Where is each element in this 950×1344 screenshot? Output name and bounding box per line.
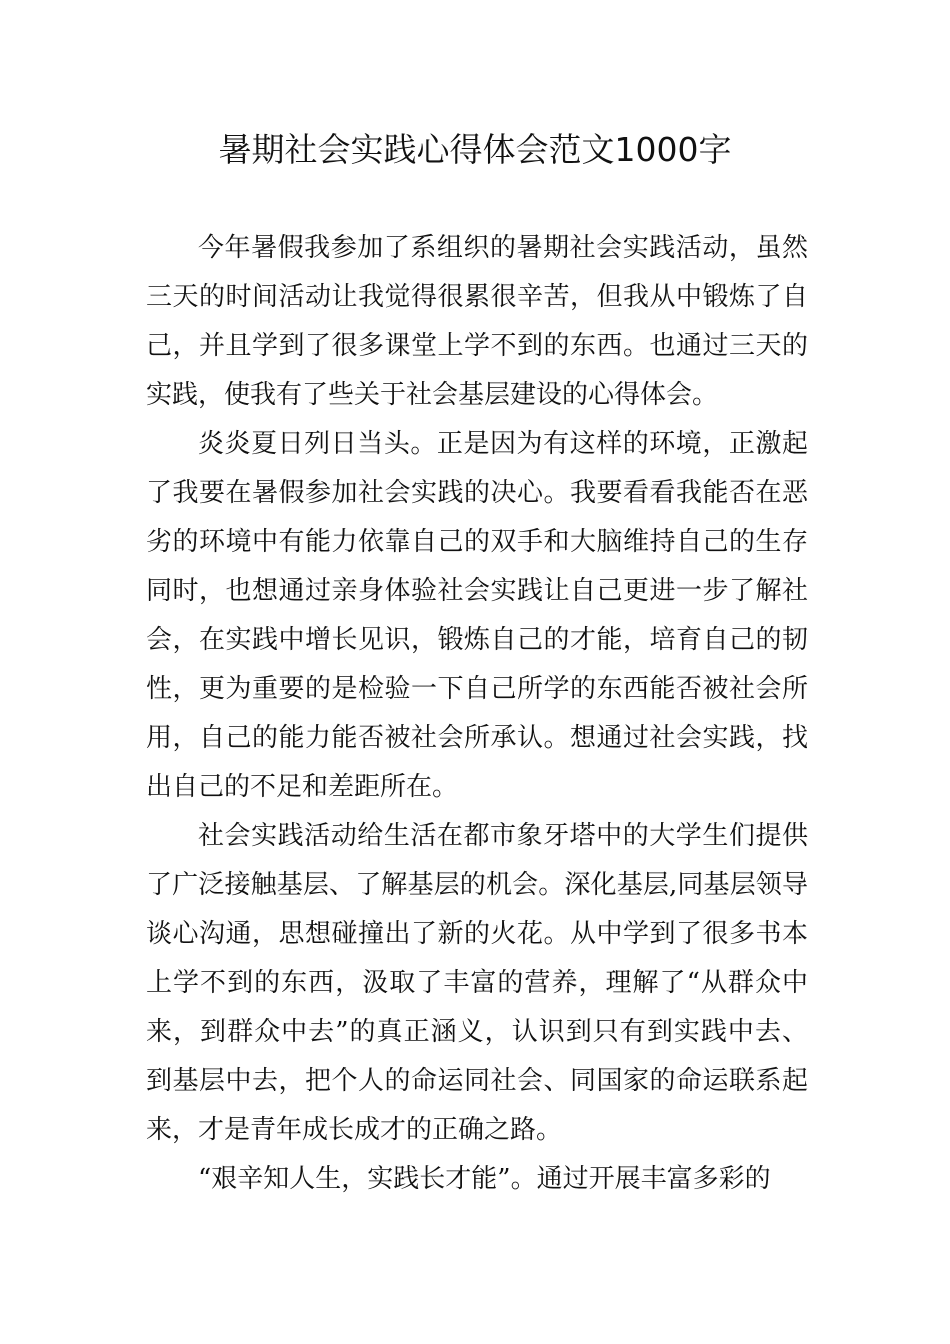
- document-body: [146, 224, 808, 1204]
- paragraph-4: “艰辛知人生，实践长才能”。通过开展丰富多彩的: [198, 1164, 771, 1194]
- paragraph-2: 炎炎夏日列日当头。正是因为有这样的环境，正激起了我要在暑假参加社会实践的决心。我要看看我能否在恶劣的环境中有能力依靠自己的双手和大脑维持自己的生存同时，也想通过亲身体验社会实践让自己更进一步了解社会，在实践中增长见识，锻炼自己的才能，培育自己的韧性，更为重要的是检验一下自己所学的东西能否被社会所用，自己的能力能否被社会所承认。想通过社会实践，找出自己的不足和差距所在。: [146, 429, 808, 802]
- document-title: 暑期社会实践心得体会范文1000字: [218, 130, 732, 169]
- paragraph-3: 社会实践活动给生活在都市象牙塔中的大学生们提供了广泛接触基层、了解基层的机会。深化基层,同基层领导谈心沟通，思想碰撞出了新的火花。从中学到了很多书本上学不到的东西，汲取了丰富的营养，理解了“从群众中来，到群众中去”的真正涵义，认识到只有到实践中去、到基层中去，把个人的命运同社会、同国家的命运联系起来，才是青年成长成才的正确之路。: [146, 821, 808, 1145]
- paragraph-1: 今年暑假我参加了系组织的暑期社会实践活动，虽然三天的时间活动让我觉得很累很辛苦，但我从中锻炼了自己，并且学到了很多课堂上学不到的东西。也通过三天的实践，使我有了些关于社会基层建设的心得体会。: [146, 233, 808, 410]
